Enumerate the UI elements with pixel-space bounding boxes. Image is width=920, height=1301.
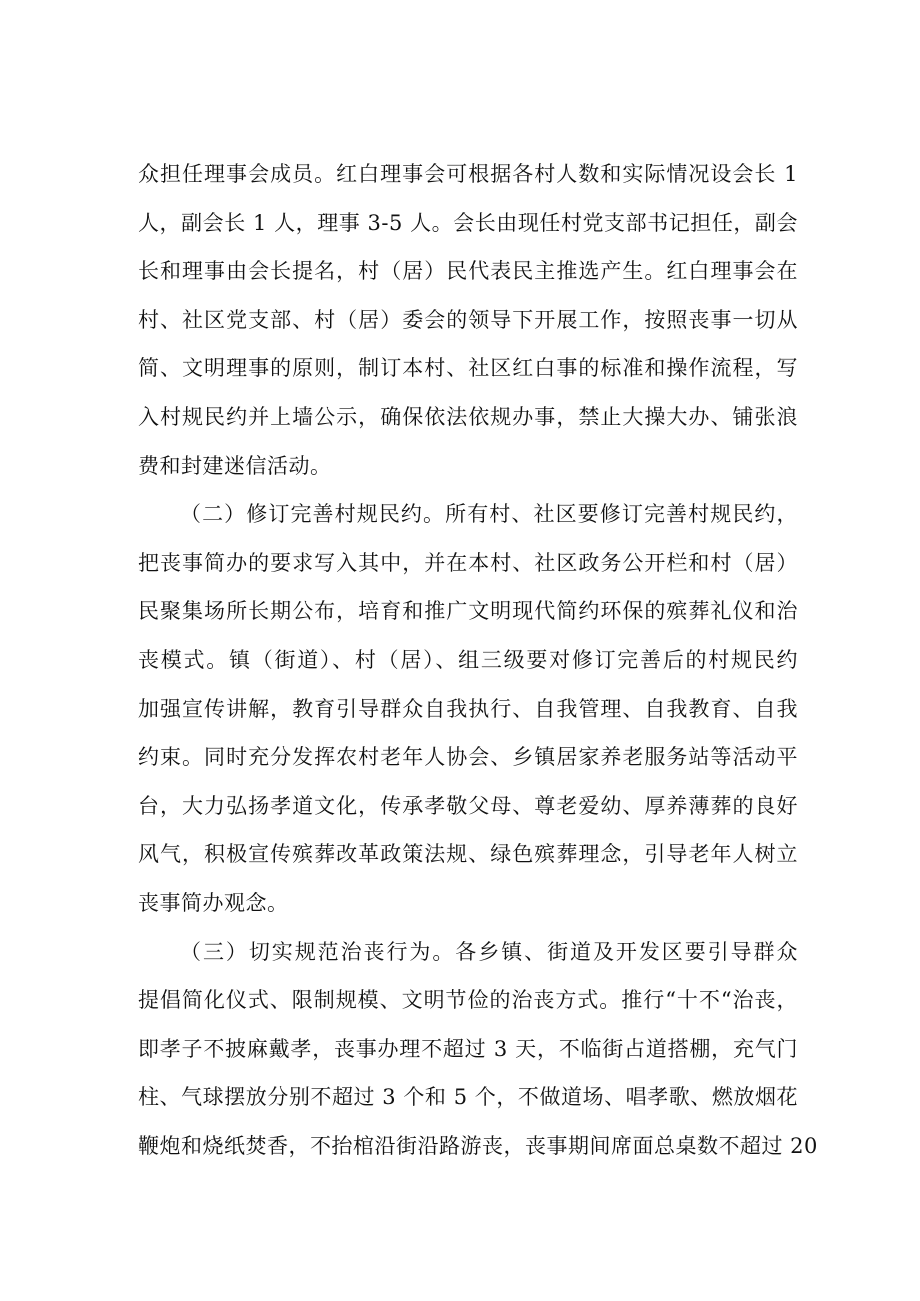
paragraph-3-line-4: 柱、气球摆放分别不超过 3 个和 5 个，不做道场、唱孝歌、燃放烟花 <box>138 1085 798 1110</box>
paragraph-2-line-5: 加强宣传讲解，教育引导群众自我执行、自我管理、自我教育、自我 <box>138 696 798 721</box>
paragraph-1-line-5: 简、文明理事的原则，制订本村、社区红白事的标准和操作流程，写 <box>138 356 798 381</box>
paragraph-1-line-3: 长和理事由会长提名，村（居）民代表民主推选产生。红白理事会在 <box>138 259 798 284</box>
paragraph-1-line-6: 入村规民约并上墙公示，确保依法依规办事，禁止大操大办、铺张浪 <box>138 404 798 429</box>
paragraph-2-line-8: 风气，积极宣传殡葬改革政策法规、绿色殡葬理念，引导老年人树立 <box>138 842 798 867</box>
paragraph-3-line-3: 即孝子不披麻戴孝，丧事办理不超过 3 天，不临街占道搭棚，充气门 <box>138 1036 798 1061</box>
paragraph-2-line-3: 民聚集场所长期公布，培育和推广文明现代简约环保的殡葬礼仪和治 <box>138 599 798 624</box>
paragraph-3-line-2: 提倡简化仪式、限制规模、文明节俭的治丧方式。推行“十不“治丧， <box>138 988 798 1013</box>
paragraph-2-line-2: 把丧事简办的要求写入其中，并在本村、社区政务公开栏和村（居） <box>138 550 798 575</box>
paragraph-1-line-7: 费和封建迷信活动。 <box>138 453 332 478</box>
paragraph-2-line-4: 丧模式。镇（街道）、村（居）、组三级要对修订完善后的村规民约 <box>138 647 798 672</box>
paragraph-1-line-1: 众担任理事会成员。红白理事会可根据各村人数和实际情况设会长 1 <box>138 162 798 186</box>
document-body <box>138 150 818 1170</box>
paragraph-3-line-1: （三）切实规范治丧行为。各乡镇、街道及开发区要引导群众 <box>180 939 798 964</box>
paragraph-2-line-9: 丧事简办观念。 <box>138 890 289 915</box>
paragraph-1-line-4: 村、社区党支部、村（居）委会的领导下开展工作，按照丧事一切从 <box>138 307 798 332</box>
paragraph-2-line-7: 台，大力弘扬孝道文化，传承孝敬父母、尊老爱幼、厚养薄葬的良好 <box>138 793 798 818</box>
paragraph-1-line-2: 人，副会长 1 人，理事 3-5 人。会长由现任村党支部书记担任，副会 <box>138 210 798 235</box>
paragraph-2-line-1: （二）修订完善村规民约。所有村、社区要修订完善村规民约， <box>180 502 798 527</box>
paragraph-2-line-6: 约束。同时充分发挥农村老年人协会、乡镇居家养老服务站等活动平 <box>138 745 798 770</box>
paragraph-3-line-5: 鞭炮和烧纸焚香，不抬棺沿街沿路游丧，丧事期间席面总桌数不超过 20 <box>138 1133 818 1158</box>
